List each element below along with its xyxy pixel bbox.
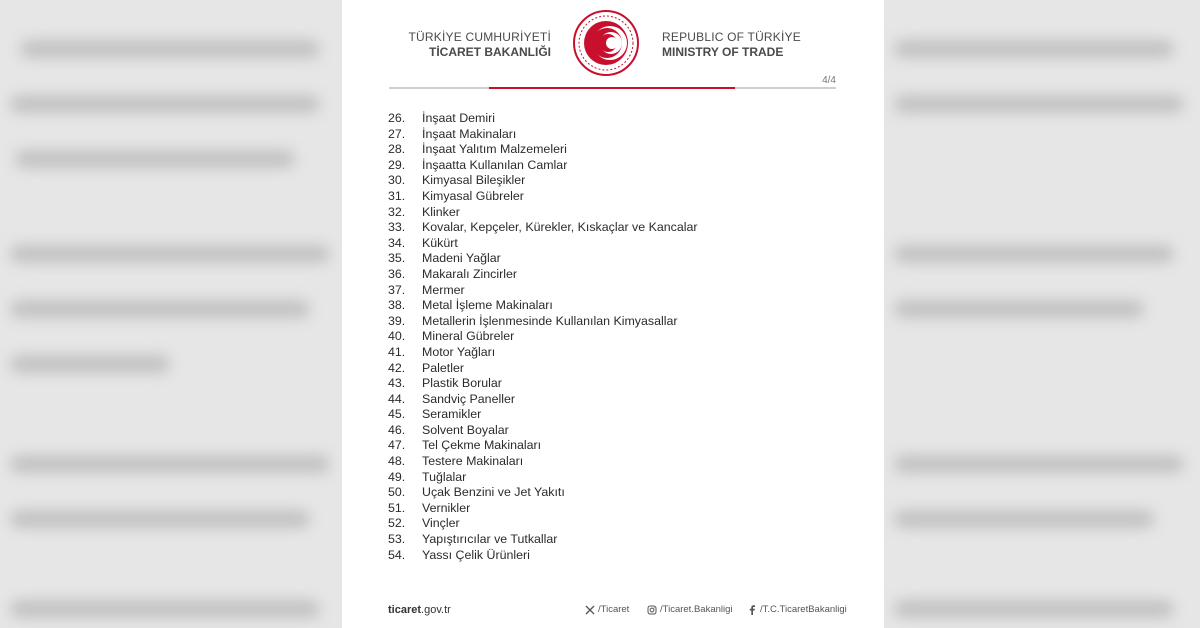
list-item-number: 48.	[388, 454, 406, 469]
list-item-label: Solvent Boyalar	[422, 422, 509, 437]
list-item-number: 29.	[388, 157, 406, 172]
list-item-number: 49.	[388, 469, 406, 484]
instagram-handle: /Ticaret.Bakanligi	[660, 604, 733, 615]
list-item	[388, 423, 698, 439]
list-item-number: 41.	[388, 344, 406, 359]
page-indicator: 4/4	[822, 75, 836, 86]
facebook-logo-icon	[747, 605, 757, 615]
list-item	[388, 236, 698, 252]
list-item-label: İnşaat Demiri	[422, 111, 495, 125]
list-item-number: 45.	[388, 407, 406, 422]
list-item-number: 47.	[388, 438, 406, 453]
sector-list	[388, 111, 698, 563]
header-en-line2: MINISTRY OF TRADE	[662, 45, 784, 59]
list-item	[388, 376, 698, 392]
list-item-label: Tuğlalar	[422, 469, 467, 484]
list-item	[388, 438, 698, 454]
progress-fill	[489, 87, 735, 89]
list-item-label: İnşaat Yalıtım Malzemeleri	[422, 142, 567, 157]
list-item-number: 53.	[388, 532, 406, 547]
list-item-number: 33.	[388, 220, 406, 235]
facebook-handle: /T.C.TicaretBakanligi	[760, 604, 847, 615]
blurred-background-left	[0, 0, 342, 628]
list-item	[388, 516, 698, 532]
list-item	[388, 485, 698, 501]
website-rest: .gov.tr	[421, 604, 451, 616]
list-item	[388, 407, 698, 423]
list-item	[388, 142, 698, 158]
list-item-label: Yassı Çelik Ürünleri	[422, 547, 530, 562]
list-item	[388, 314, 698, 330]
list-item-number: 32.	[388, 204, 406, 219]
list-item-number: 28.	[388, 142, 406, 157]
list-item-number: 43.	[388, 376, 406, 391]
list-item-number: 44.	[388, 391, 406, 406]
list-item	[388, 532, 698, 548]
list-item-number: 27.	[388, 126, 406, 141]
list-item-number: 39.	[388, 313, 406, 328]
header-tr-line1: TÜRKİYE CUMHURİYETİ	[408, 30, 551, 44]
list-item-label: Yapıştırıcılar ve Tutkallar	[422, 532, 558, 547]
list-item-number: 51.	[388, 500, 406, 515]
list-item-number: 31.	[388, 188, 406, 203]
blurred-background-right	[884, 0, 1200, 628]
list-item	[388, 548, 698, 564]
website-link[interactable]	[388, 604, 451, 616]
list-item-number: 54.	[388, 547, 406, 562]
list-item-label: Paletler	[422, 360, 465, 375]
ministry-seal-icon	[573, 10, 639, 76]
list-item	[388, 127, 698, 143]
list-item	[388, 329, 698, 345]
list-item-number: 26.	[388, 111, 406, 125]
list-item-label: Mineral Gübreler	[422, 329, 515, 344]
website-bold: ticaret	[388, 604, 422, 616]
list-item	[388, 298, 698, 314]
list-item-number: 30.	[388, 173, 406, 188]
list-item	[388, 267, 698, 283]
list-item-number: 37.	[388, 282, 406, 297]
header-en-line1: REPUBLIC OF TÜRKİYE	[662, 30, 801, 44]
list-item-number: 35.	[388, 251, 406, 266]
instagram-logo-icon	[647, 605, 657, 615]
x-logo-icon	[585, 605, 595, 615]
document-page	[342, 0, 884, 628]
list-item-number: 40.	[388, 329, 406, 344]
list-item-label: Testere Makinaları	[422, 454, 524, 469]
list-item-label: Madeni Yağlar	[422, 251, 501, 266]
list-item-label: Kovalar, Kepçeler, Kürekler, Kıskaçlar ve Kancalar	[422, 220, 698, 235]
list-item	[388, 173, 698, 189]
header-english-name	[662, 30, 801, 60]
list-item-number: 36.	[388, 266, 406, 281]
list-item	[388, 251, 698, 267]
header-tr-line2: TİCARET BAKANLIĞI	[429, 45, 551, 59]
progress-track	[389, 87, 836, 89]
list-item-label: Sandviç Paneller	[422, 391, 515, 406]
list-item-label: Motor Yağları	[422, 344, 496, 359]
x-handle: /Ticaret	[598, 604, 630, 615]
list-item-label: Metallerin İşlenmesinde Kullanılan Kimyasallar	[422, 313, 678, 328]
page-footer	[342, 600, 884, 620]
instagram-social-link[interactable]	[647, 604, 733, 615]
list-item-label: Makaralı Zincirler	[422, 266, 518, 281]
list-item	[388, 454, 698, 470]
list-item-label: Tel Çekme Makinaları	[422, 438, 542, 453]
list-item-number: 50.	[388, 485, 406, 500]
list-item	[388, 501, 698, 517]
list-item	[388, 220, 698, 236]
list-item-label: Vernikler	[422, 500, 471, 515]
list-item-number: 42.	[388, 360, 406, 375]
list-item	[388, 345, 698, 361]
list-item	[388, 392, 698, 408]
list-item-label: Klinker	[422, 204, 460, 219]
list-item-label: Plastik Borular	[422, 376, 502, 391]
list-item-label: Vinçler	[422, 516, 460, 531]
list-item-number: 46.	[388, 422, 406, 437]
list-item-label: Kimyasal Gübreler	[422, 188, 524, 203]
list-item-label: Seramikler	[422, 407, 482, 422]
list-item-label: Metal İşleme Makinaları	[422, 298, 553, 313]
header-turkish-name	[409, 30, 551, 60]
list-item	[388, 361, 698, 377]
list-item	[388, 470, 698, 486]
list-item	[388, 189, 698, 205]
list-item-label: Uçak Benzini ve Jet Yakıtı	[422, 485, 565, 500]
list-item	[388, 111, 698, 127]
list-item-number: 52.	[388, 516, 406, 531]
x-social-link[interactable]	[585, 604, 629, 615]
list-item	[388, 158, 698, 174]
facebook-social-link[interactable]	[747, 604, 847, 615]
list-item-label: İnşaatta Kullanılan Camlar	[422, 157, 568, 172]
list-item-label: Kükürt	[422, 235, 458, 250]
list-item-number: 38.	[388, 298, 406, 313]
page-header	[342, 8, 884, 80]
list-item-label: İnşaat Makinaları	[422, 126, 517, 141]
list-item	[388, 205, 698, 221]
list-item-label: Kimyasal Bileşikler	[422, 173, 526, 188]
list-item-label: Mermer	[422, 282, 465, 297]
list-item-number: 34.	[388, 235, 406, 250]
list-item	[388, 283, 698, 299]
